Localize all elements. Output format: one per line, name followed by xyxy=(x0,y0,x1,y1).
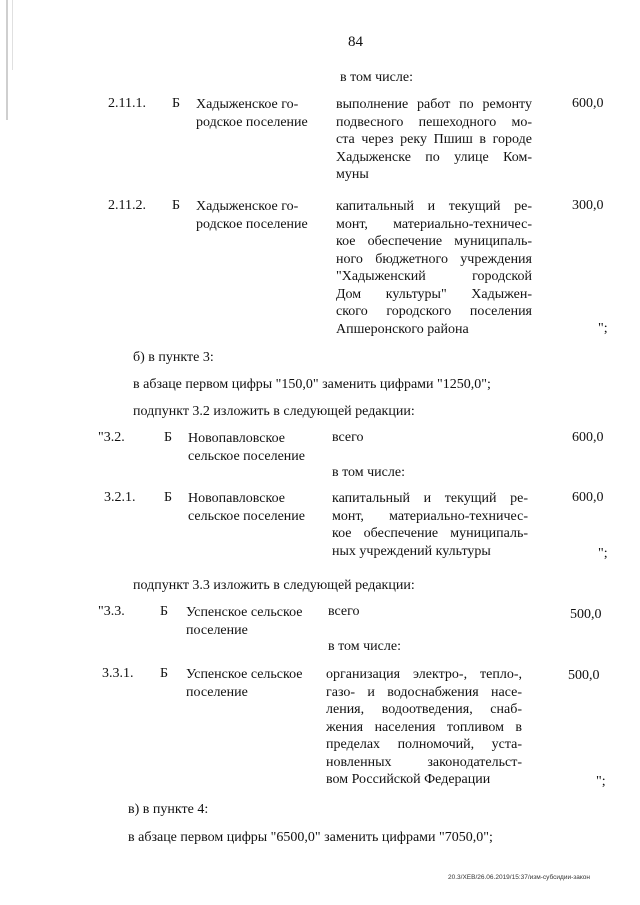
row-letter: Б xyxy=(160,666,169,681)
row-code: 2.11.2. xyxy=(108,198,146,213)
row-name-line: Новопавловское xyxy=(188,491,285,506)
row-name xyxy=(196,198,308,233)
row-name-line: поселение xyxy=(186,622,248,638)
row-name-line: Хадыженское го- xyxy=(196,199,299,214)
row-description: всего xyxy=(328,604,360,619)
paragraph: б) в пункте 3: xyxy=(133,350,214,365)
row-desc-line: газо- и водоснабжения насе- xyxy=(326,684,522,700)
row-letter: Б xyxy=(172,96,181,111)
row-code: "3.2. xyxy=(98,430,125,445)
row-desc-line: ского городского поселения xyxy=(336,304,532,319)
row-description xyxy=(336,198,532,338)
row-desc-line: новленных законодательст- xyxy=(326,754,522,770)
row-amount: 500,0 xyxy=(570,607,602,622)
row-desc-line: пределах полномочий, уста- xyxy=(326,737,522,752)
row-name-line: Успенское сельское xyxy=(186,605,303,620)
row-desc-line: муны xyxy=(336,167,369,182)
row-desc-line: Дом культуры" Хадыжен- xyxy=(336,286,532,302)
row-letter: Б xyxy=(172,198,181,213)
row-desc-line: ста через реку Пшиш в городе xyxy=(336,132,532,147)
row-name xyxy=(188,430,305,465)
row-desc-line: ного бюджетного учреждения xyxy=(336,251,532,267)
row-code: 3.2.1. xyxy=(104,490,136,505)
row-name xyxy=(186,666,303,701)
row-amount: 600,0 xyxy=(572,430,604,445)
row-desc-line: вом Российской Федерации xyxy=(326,772,491,787)
closing-quote: "; xyxy=(596,774,606,789)
row-desc-line: выполнение работ по ремонту xyxy=(336,97,532,112)
row-code: "3.3. xyxy=(98,604,125,619)
row-code: 3.3.1. xyxy=(102,666,134,681)
footer-reference: 20.3/ХЕВ/26.06.2019/15:37/изм-субсидии-закон xyxy=(448,874,590,881)
paragraph: в абзаце первом цифры "150,0" заменить цифрами "1250,0"; xyxy=(133,377,491,392)
intro-text: в том числе: xyxy=(340,70,413,85)
row-name xyxy=(196,96,308,131)
row-name-line: Хадыженское го- xyxy=(196,97,299,112)
row-name-line: сельское поселение xyxy=(188,508,305,524)
row-letter: Б xyxy=(164,490,173,505)
row-letter: Б xyxy=(160,604,169,619)
row-description xyxy=(332,490,528,560)
row-description xyxy=(336,96,532,184)
closing-quote: "; xyxy=(598,546,608,561)
row-description: всего xyxy=(332,430,364,445)
page-number: 84 xyxy=(348,34,363,50)
row-amount: 500,0 xyxy=(568,668,600,683)
paragraph: подпункт 3.2 изложить в следующей редакции: xyxy=(133,404,415,419)
row-desc-line: "Хадыженский городской xyxy=(336,269,532,284)
row-amount: 600,0 xyxy=(572,96,604,111)
row-desc-line: ных учреждений культуры xyxy=(332,543,491,559)
row-name xyxy=(186,604,303,639)
row-desc-line: монт, материально-техничес- xyxy=(336,216,532,232)
scan-edge-mark xyxy=(6,0,8,120)
row-desc-line: кое обеспечение муниципаль- xyxy=(332,526,528,541)
row-desc-line: монт, материально-техничес- xyxy=(332,508,528,524)
row-name-line: поселение xyxy=(186,684,248,700)
row-amount: 600,0 xyxy=(572,490,604,505)
intro-text: в том числе: xyxy=(328,639,401,654)
paragraph: в) в пункте 4: xyxy=(128,802,209,817)
row-letter: Б xyxy=(164,430,173,445)
row-name xyxy=(188,490,305,525)
row-desc-line: кое обеспечение муниципаль- xyxy=(336,234,532,249)
row-desc-line: организация электро-, тепло-, xyxy=(326,667,522,682)
row-name-line: родское поселение xyxy=(196,114,308,130)
paragraph: в абзаце первом цифры "6500,0" заменить цифрами "7050,0"; xyxy=(128,830,493,845)
row-desc-line: Апшеронского района xyxy=(336,321,469,337)
row-desc-line: капитальный и текущий ре- xyxy=(332,491,528,506)
row-name-line: сельское поселение xyxy=(188,448,305,464)
scan-edge-mark-2 xyxy=(12,0,13,70)
row-desc-line: Хадыженске по улице Ком- xyxy=(336,149,532,165)
row-desc-line: подвесного пешеходного мо- xyxy=(336,114,532,130)
row-name-line: родское поселение xyxy=(196,216,308,232)
row-code: 2.11.1. xyxy=(108,96,146,111)
closing-quote: "; xyxy=(598,321,608,336)
paragraph: подпункт 3.3 изложить в следующей редакции: xyxy=(133,578,415,593)
row-desc-line: жения населения топливом в xyxy=(326,719,522,735)
intro-text: в том числе: xyxy=(332,465,405,480)
row-name-line: Успенское сельское xyxy=(186,667,303,682)
row-desc-line: капитальный и текущий ре- xyxy=(336,199,532,214)
row-desc-line: ления, водоотведения, снаб- xyxy=(326,702,522,717)
row-amount: 300,0 xyxy=(572,198,604,213)
row-description xyxy=(326,666,522,789)
row-name-line: Новопавловское xyxy=(188,431,285,446)
